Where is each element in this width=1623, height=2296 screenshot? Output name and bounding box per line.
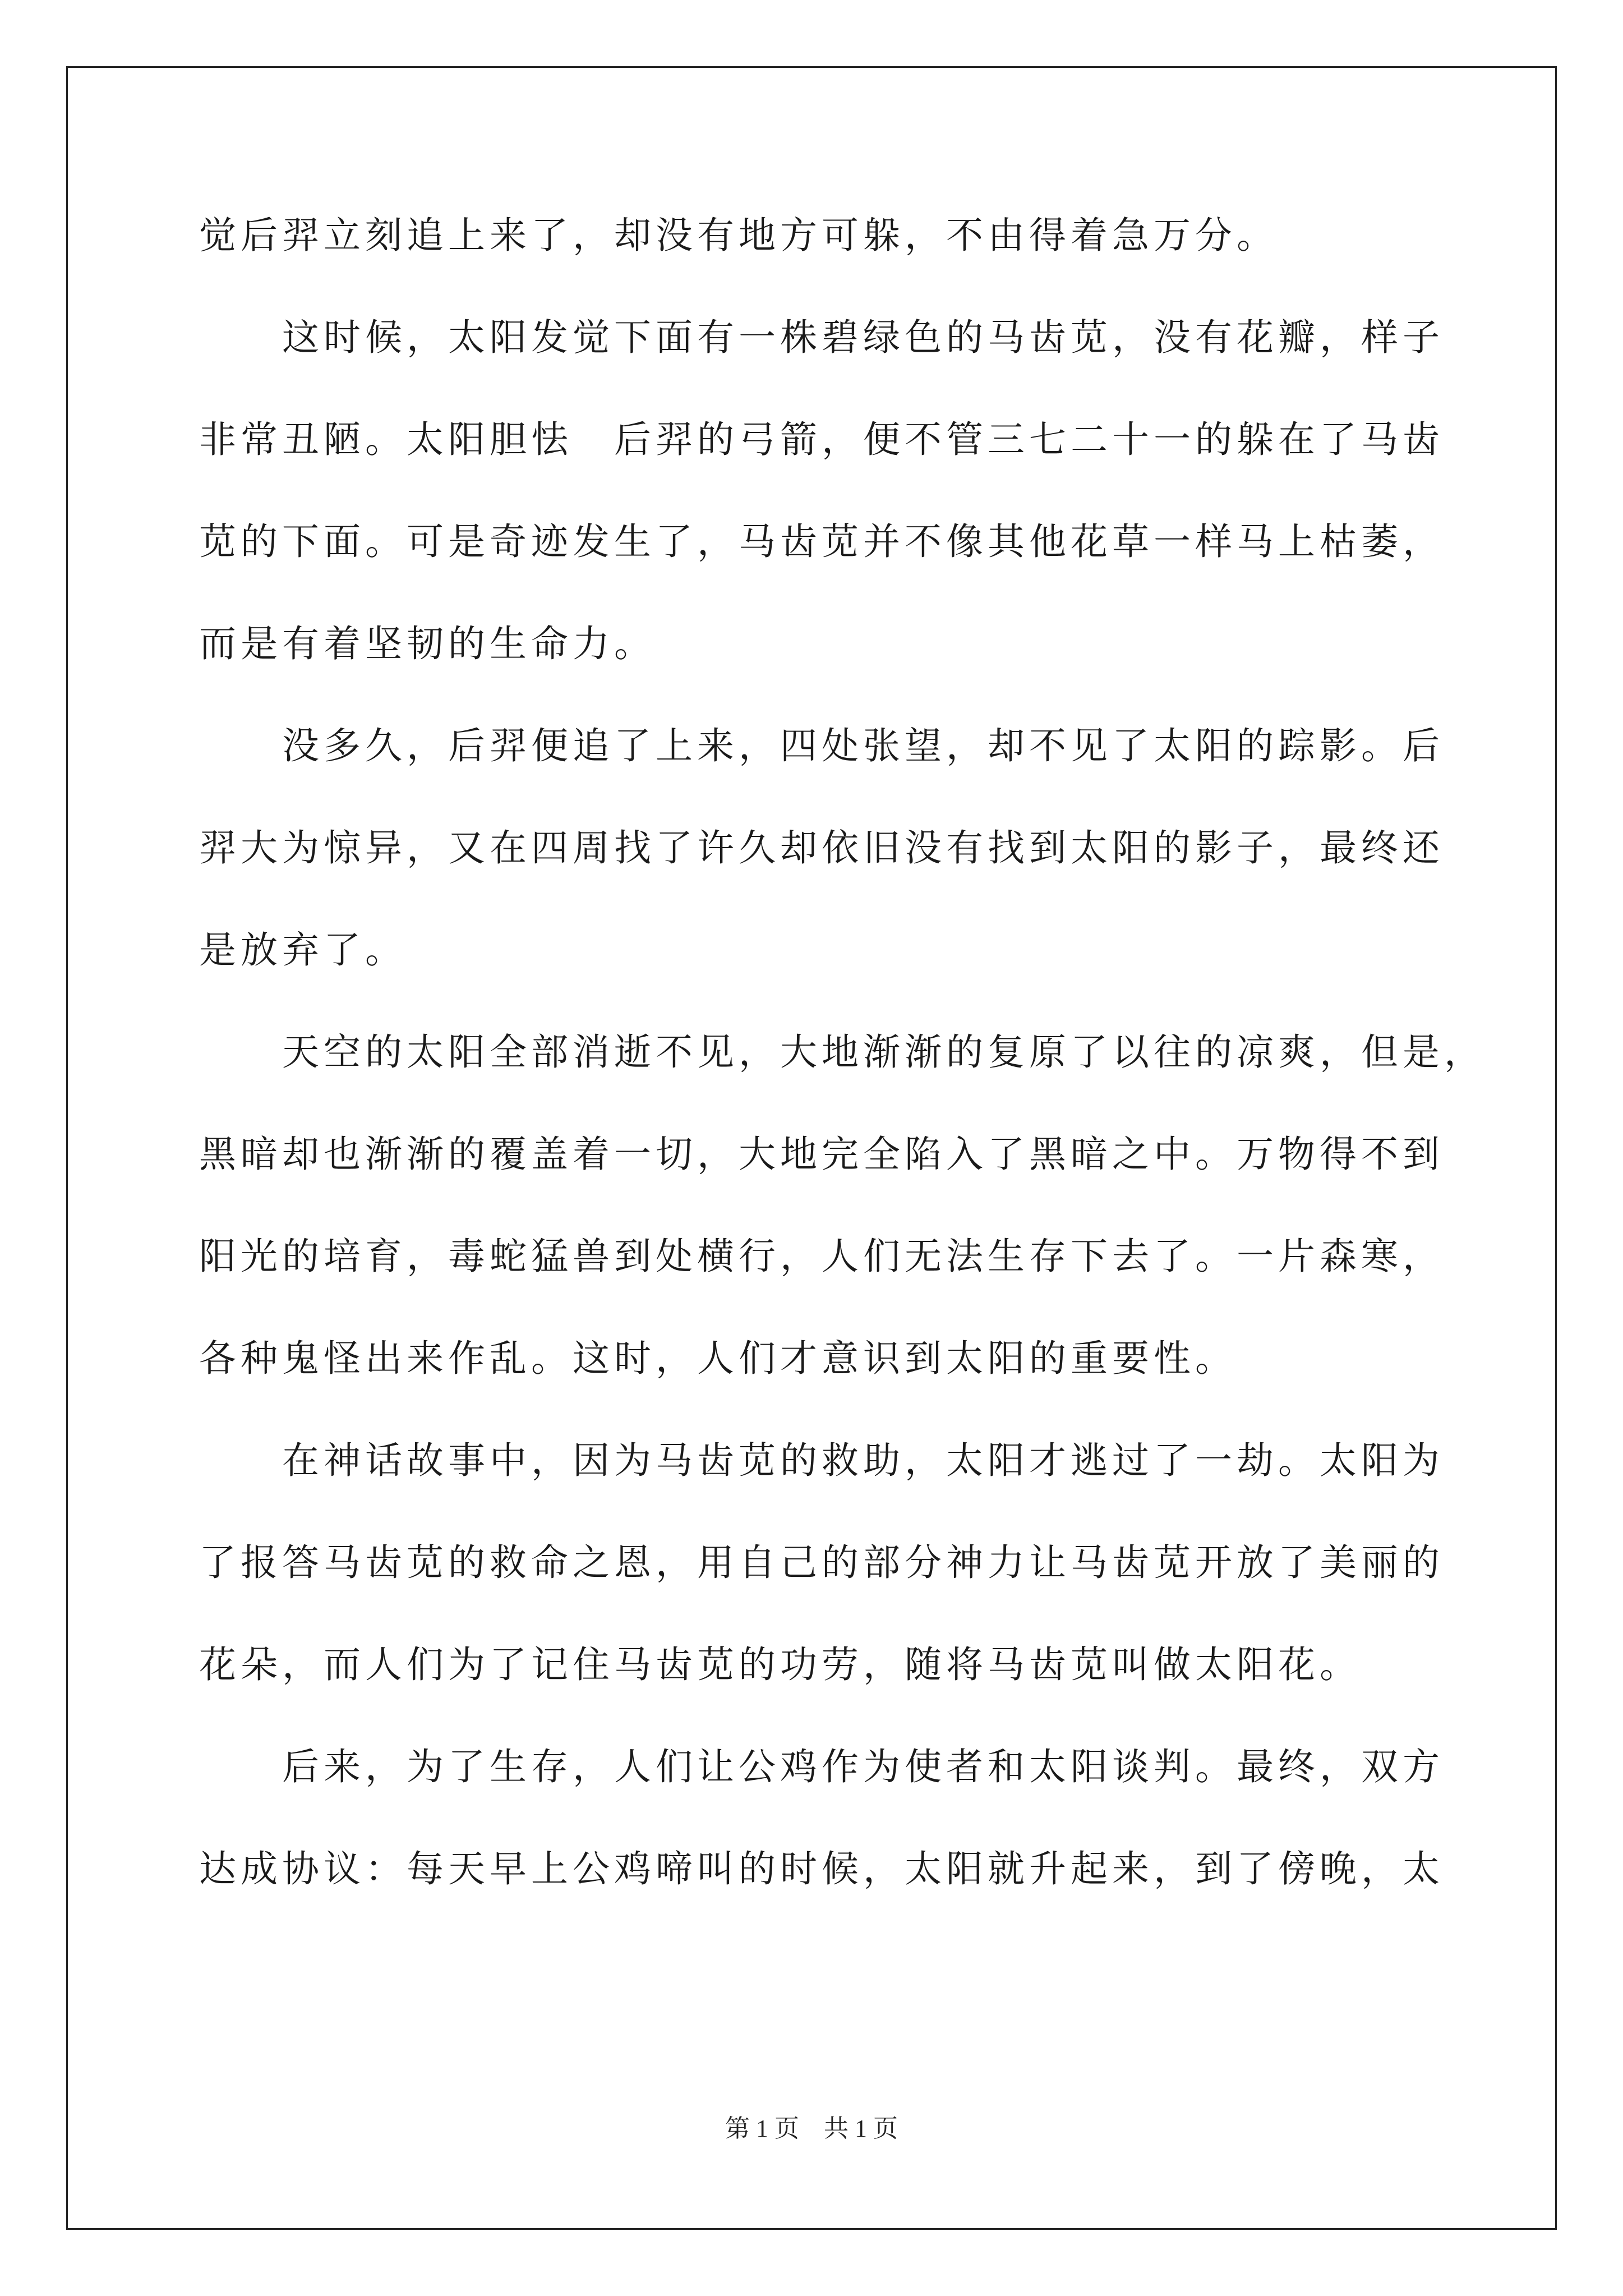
page-total: 共 1 页	[824, 2115, 898, 2142]
paragraph-start-line: 没多久，后羿便追了上来，四处张望，却不见了太阳的踪影。后	[282, 724, 1444, 767]
paragraph-start-line: 后来，为了生存，人们让公鸡作为使者和太阳谈判。最终，双方	[282, 1745, 1444, 1788]
text-line: 羿大为惊异，又在四周找了许久却依旧没有找到太阳的影子，最终还	[199, 826, 1444, 869]
paragraph-start-line: 在神话故事中，因为马齿苋的救助，太阳才逃过了一劫。太阳为	[282, 1439, 1444, 1482]
text-line: 非常丑陋。太阳胆怯 后羿的弓箭，便不管三七二十一的躲在了马齿	[199, 418, 1444, 461]
text-line: 苋的下面。可是奇迹发生了，马齿苋并不像其他花草一样马上枯萎，	[199, 520, 1444, 563]
text-line: 达成协议：每天早上公鸡啼叫的时候，太阳就升起来，到了傍晚，太	[199, 1847, 1444, 1890]
text-line: 黑暗却也渐渐的覆盖着一切，大地完全陷入了黑暗之中。万物得不到	[199, 1133, 1444, 1176]
page-footer	[0, 2108, 1623, 2144]
text-line: 各种鬼怪出来作乱。这时，人们才意识到太阳的重要性。	[199, 1337, 1237, 1380]
document-body	[199, 208, 1486, 1943]
text-line: 而是有着坚韧的生命力。	[199, 622, 656, 665]
text-line: 花朵，而人们为了记住马齿苋的功劳，随将马齿苋叫做太阳花。	[199, 1643, 1361, 1686]
text-line: 阳光的培育，毒蛇猛兽到处横行，人们无法生存下去了。一片森寒，	[199, 1235, 1444, 1278]
paragraph-start-line: 天空的太阳全部消逝不见，大地渐渐的复原了以往的凉爽，但是，	[282, 1030, 1486, 1074]
text-line: 了报答马齿苋的救命之恩，用自己的部分神力让马齿苋开放了美丽的	[199, 1541, 1444, 1584]
page-number: 第 1 页	[725, 2115, 799, 2142]
text-line: 是放弃了。	[199, 928, 407, 972]
text-line: 觉后羿立刻追上来了，却没有地方可躲，不由得着急万分。	[199, 214, 1278, 257]
paragraph-start-line: 这时候，太阳发觉下面有一株碧绿色的马齿苋，没有花瓣，样子	[282, 316, 1444, 359]
